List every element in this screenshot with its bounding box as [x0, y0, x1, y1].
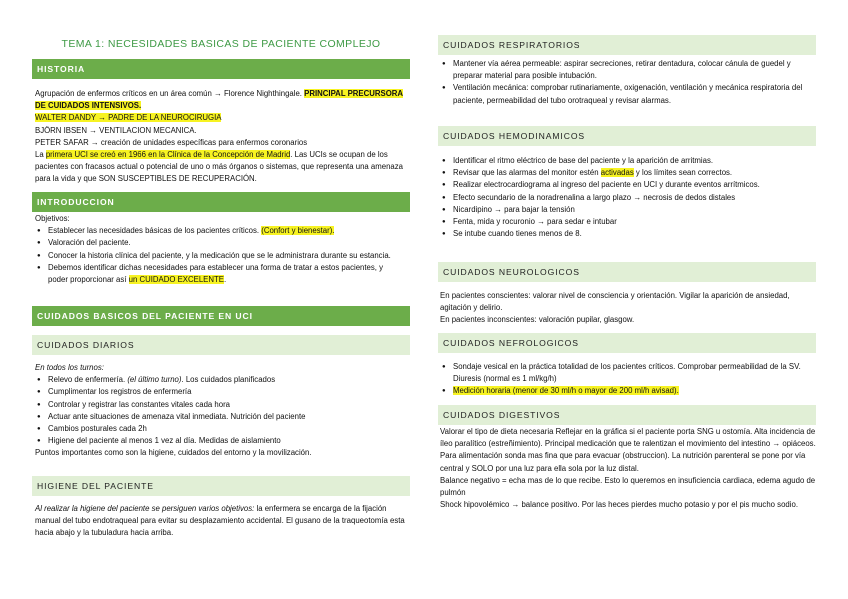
list-item: ● Higiene del paciente al menos 1 vez al día. Medidas de aislamiento — [35, 435, 405, 447]
objetivo-1-highlight: (Confort y bienestar). — [261, 226, 335, 236]
hemo-2-highlight: activadas — [600, 168, 634, 178]
objetivo-4-end: . — [223, 275, 227, 285]
nefrologicos-heading: CUIDADOS NEFROLOGICOS — [438, 333, 816, 353]
list-item: ● Cambios posturales cada 2h — [35, 423, 405, 435]
page-title: TEMA 1: NECESIDADES BASICAS DE PACIENTE COMPLEJO — [61, 38, 381, 50]
neurologicos-line-2: En pacientes inconscientes: valoración pupilar, glasgow. — [440, 315, 635, 325]
list-item — [35, 374, 405, 386]
turnos-label: En todos los turnos: — [35, 363, 104, 372]
list-item — [35, 262, 405, 286]
hemo-2-end: y los límites sean correctos. — [633, 168, 733, 178]
respiratorios-list — [440, 58, 814, 107]
higiene-paragraph — [35, 503, 409, 540]
digestivos-line-3: Shock hipovolémico → balance positivo. Por las heces pierdes mucho potasio y por el pis mucho sodio. — [440, 500, 798, 510]
hemodinamicos-text — [440, 155, 814, 240]
digestivos-heading: CUIDADOS DIGESTIVOS — [438, 405, 816, 425]
list-item: ● Nicardipino → para bajar la tensión — [440, 204, 814, 216]
objetivos-list — [35, 225, 405, 286]
higiene-italic: Al realizar la higiene del paciente se persiguen varios objetivos: — [35, 504, 255, 513]
neurologicos-line-1: En pacientes conscientes: valorar nivel de consciencia y orientación. Vigilar la aparición de ansiedad, agitación y delirio. — [440, 291, 790, 313]
list-item: ● Efecto secundario de la noradrenalina a largo plazo → necrosis de dedos distales — [440, 192, 814, 204]
list-item: ● Fenta, mida y rocuronio → para sedar e intubar — [440, 216, 814, 228]
historia-text — [35, 88, 409, 186]
digestivos-text — [440, 426, 816, 511]
neurologicos-heading: CUIDADOS NEUROLOGICOS — [438, 262, 816, 282]
list-item: ● Conocer la historia clínica del paciente, y la medicación que se le administrara durante su estancia. — [35, 250, 405, 262]
neurologicos-text — [440, 290, 814, 327]
introduccion-text — [35, 213, 405, 286]
higiene-text — [35, 503, 409, 540]
list-item: ● Realizar electrocardiograma al ingreso del paciente en UCI y durante eventos arrítmicos. — [440, 179, 814, 191]
historia-line-1-text: Agrupación de enfermos críticos en un área común → Florence Nighthingale. — [35, 89, 305, 98]
list-item: ● Actuar ante situaciones de amenaza vital inmediata. Nutrición del paciente — [35, 411, 405, 423]
puntos-importantes: Puntos importantes como son la higiene, cuidados del entorno y la movilización. — [35, 448, 312, 458]
respiratorios-text — [440, 58, 814, 107]
historia-highlight-2: WALTER DANDY → PADRE DE LA NEUROCIRUGIA — [35, 113, 222, 123]
introduccion-heading: INTRODUCCION — [32, 192, 410, 212]
objetivo-1-text: Establecer las necesidades básicas de los pacientes críticos. — [48, 226, 262, 236]
historia-highlight-3: primera UCI se creó en 1966 en la Clínica de la Concepción de Madrid — [45, 150, 291, 160]
list-item: ● Sondaje vesical en la práctica totalidad de los pacientes críticos. Comprobar permeabilidad de la SV. Diuresis (normal es 1 ml/kg/h) — [440, 361, 814, 385]
nefrologicos-list — [440, 361, 814, 398]
list-item: ● Mantener vía aérea permeable: aspirar secreciones, retirar dentadura, colocar cánula de guedel y preparar material para posible intubación. — [440, 58, 814, 82]
higiene-heading: HIGIENE DEL PACIENTE — [32, 476, 410, 496]
list-item: ● Ventilación mecánica: comprobar rutinariamente, oxigenación, ventilación y mecánica respiratoria del paciente, permeabilidad del tubo orotraqueal y revisar alarmas. — [440, 82, 814, 106]
list-item — [35, 225, 405, 237]
list-item — [440, 385, 814, 397]
diario-1-italic: (el último turno) — [127, 375, 182, 385]
historia-line-5-post: . Las UCIs se ocupan de los pacientes con fracasos actual o potencial de uno o más órganos o sistemas, que representa una amenaza para la vida y que SON SUSCEPTIBLES DE RECUPERACIÓN. — [35, 150, 403, 184]
diario-1-end: . Los cuidados planificados — [181, 375, 276, 385]
list-item: ● Controlar y registrar las constantes vitales cada hora — [35, 399, 405, 411]
nefro-highlight: Medición horaria (menor de 30 ml/h o mayor de 200 ml/h avisad). — [453, 386, 679, 396]
cuidados-diarios-list — [35, 374, 405, 447]
digestivos-line-2: Balance negativo = echa mas de lo que recibe. Esto lo queremos en insuficiencia cardiaca, edema agudo de pulmón — [440, 475, 816, 498]
list-item — [440, 167, 814, 179]
objetivos-label: Objetivos: — [35, 214, 70, 223]
list-item: ● Cumplimentar los registros de enfermería — [35, 386, 405, 398]
historia-highlight-1: PRINCIPAL PRECURSORA DE CUIDADOS INTENSIVOS. — [35, 89, 404, 111]
diario-1-text: Relevo de enfermería. — [48, 375, 128, 385]
cuidados-diarios-text — [35, 362, 405, 460]
hemo-2-text: Revisar que las alarmas del monitor estén — [453, 168, 601, 178]
objetivo-4-highlight: un CUIDADO EXCELENTE — [128, 275, 224, 285]
historia-line-3: BJÖRN IBSEN → VENTILACION MECANICA. — [35, 125, 197, 135]
cuidados-diarios-heading: CUIDADOS DIARIOS — [32, 335, 410, 355]
hemodinamicos-heading: CUIDADOS HEMODINAMICOS — [438, 126, 816, 146]
higiene-rest: la enfermera se encarga de la fijación manual del tubo endotraqueal para evitar su desplazamiento accidental. El gusano de la traqueotomía esta hacia abajo y la tubuladura hacia arriba. — [35, 504, 405, 538]
historia-line-4: PETER SAFAR → creación de unidades específicas para enfermos coronarios — [35, 137, 308, 147]
historia-line-5 — [35, 149, 409, 186]
cuidados-basicos-heading: CUIDADOS BASICOS DEL PACIENTE EN UCI — [32, 306, 410, 326]
respiratorios-heading: CUIDADOS RESPIRATORIOS — [438, 35, 816, 55]
historia-line-1 — [35, 88, 409, 112]
list-item: ● Se intube cuando tienes menos de 8. — [440, 228, 814, 240]
historia-heading: HISTORIA — [32, 59, 410, 79]
hemodinamicos-list — [440, 155, 814, 240]
list-item: ● Identificar el ritmo eléctrico de base del paciente y la aparición de arritmias. — [440, 155, 814, 167]
nefrologicos-text — [440, 361, 814, 398]
list-item: ● Valoración del paciente. — [35, 237, 405, 249]
digestivos-line-1: Valorar el tipo de dieta necesaria Reflejar en la gráfica si el paciente porta SNG u ostomía. Alta incidencia de íleo paralítico (estreñimiento). Principal medicación que te ralentizan el movimiento del intestino → opiáceos. Para alimentación sonda mas fina que para evacuar (obstruccion). La nutrición parenteral se pone por vía central y SOLO por una luz para ella sola por la luz distal. — [440, 427, 816, 473]
historia-line-2 — [35, 112, 409, 124]
historia-line-5-pre: La — [35, 150, 46, 160]
objetivo-4-text: Debemos identificar dichas necesidades para establecer una forma de tratar a estos pacientes, y poder proporcionar así — [48, 262, 384, 285]
